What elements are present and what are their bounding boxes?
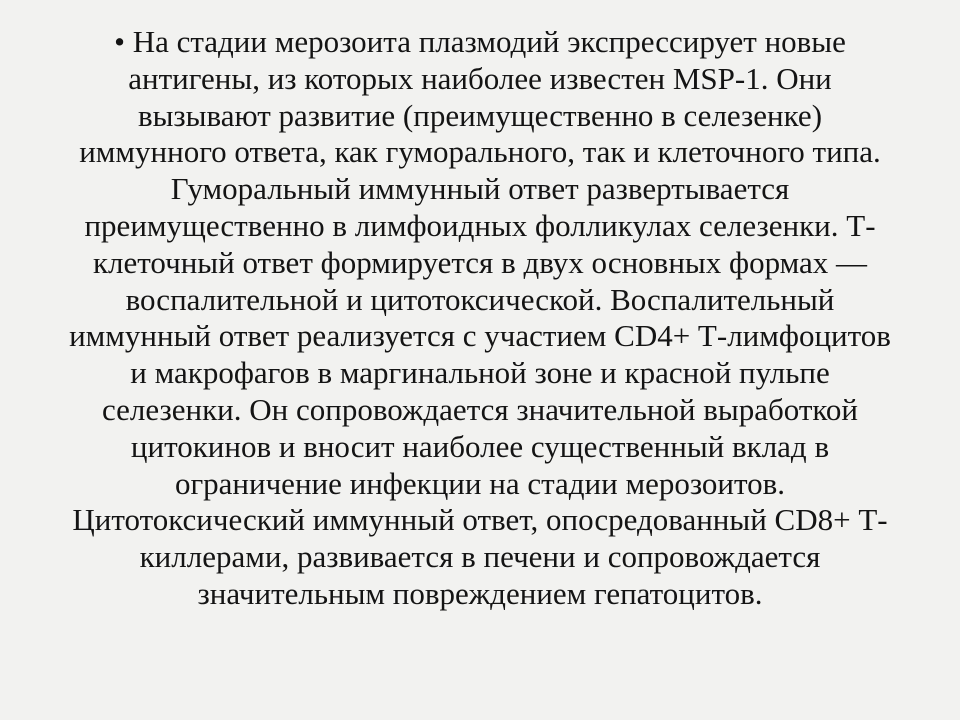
text-line: Цитотоксический иммунный ответ, опосредованный CD8+ Т- (72, 502, 888, 538)
text-line: и макрофагов в маргинальной зоне и красной пульпе (130, 355, 830, 391)
text-line: вызывают развитие (преимущественно в селезенке) (137, 97, 823, 133)
text-line: иммунный ответ реализуется с участием CD4+ Т-лимфоцитов (69, 318, 891, 354)
text-line: клеточный ответ формируется в двух основных формах — (92, 244, 868, 280)
text-line: антигены, из которых наиболее известен MSP-1. Они (128, 60, 832, 96)
text-line: киллерами, развивается в печени и сопровождается (139, 539, 821, 575)
text-line: иммунного ответа, как гуморального, так и клеточного типа. (79, 134, 881, 170)
text-line: цитокинов и вносит наиболее существенный вклад в (130, 428, 830, 464)
slide-text-paragraph (40, 24, 920, 613)
text-line: значительным повреждением гепатоцитов. (197, 575, 763, 611)
text-line: Гуморальный иммунный ответ развертывается (170, 171, 790, 207)
text-line: селезенки. Он сопровождается значительной выработкой (102, 391, 858, 427)
text-line: преимущественно в лимфоидных фолликулах селезенки. Т- (84, 207, 876, 243)
text-line: • На стадии мерозоита плазмодий экспрессирует новые (114, 24, 846, 59)
text-line: ограничение инфекции на стадии мерозоитов. (174, 465, 786, 501)
text-line: воспалительной и цитотоксической. Воспалительный (125, 281, 835, 317)
